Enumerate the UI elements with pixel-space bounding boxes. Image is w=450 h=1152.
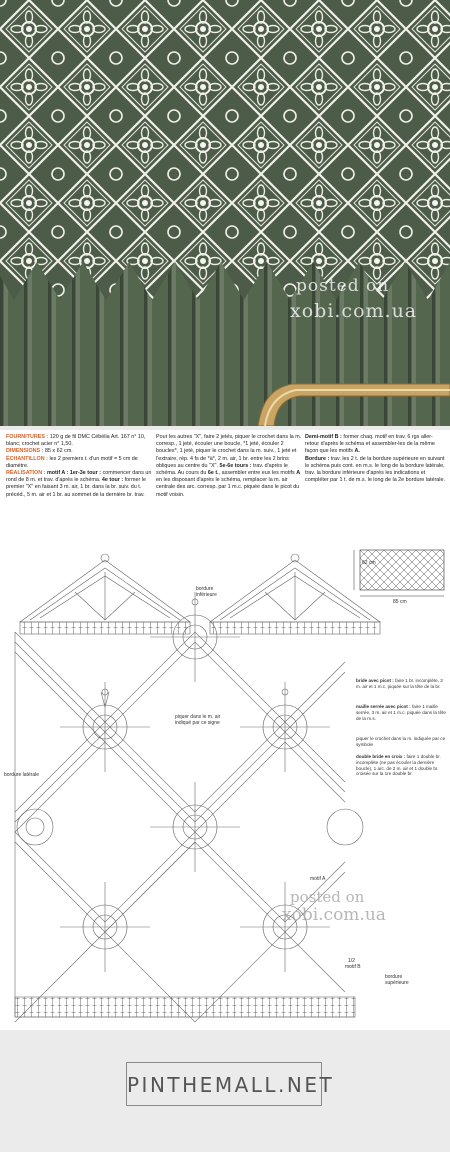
curtain-photo <box>0 0 450 426</box>
tours-1-3-label: 1er-3e tour : <box>69 470 102 477</box>
col3-motif-a: A. <box>354 448 360 455</box>
site-logo[interactable] <box>126 1062 335 1106</box>
instructions-column-2 <box>156 434 302 499</box>
col2-text-a: Pour les autres "X", faire 2 jetés, piquer le crochet dans la m. corresp., 1 jeté, écouler une boucle, *1 jeté, écouler 2 boucles*, 1 jeté, piquer le crochet dans la m. suiv., 1 jeté et l'extraire, rép. 4 fs de *à*, 2 m. air, 1 br. entre les 2 brins obliques au centre du "X". <box>156 434 302 469</box>
legend-text: faire 1 maille serrée, 3 m. air et 1 m.c. piquée dans la tête de la m.s. <box>356 704 446 721</box>
realisation-label: RÉALISATION : <box>6 470 46 477</box>
tours-1-3-text: commencer dans un rond de 8 m. et trav. d'après le schéma. <box>6 470 152 484</box>
col2-text-d: en les disposant d'après le schéma, remplacer la m. air centrale des arc. corresp. par 1 m.c. piquée dans le picot du motif voisin. <box>156 477 300 498</box>
bordure-inferieure-label: bordure inférieure <box>196 586 217 598</box>
bordure-text: trav. les 2 t. de la bordure supérieure en suivant le schéma puis cont. en m.s. le long de la bordure latérale, trav. la bordure inférieure d'après les indications et compléter par 1 t. de m.s. le long de la 2e bordure latérale. <box>305 455 445 484</box>
legend-item-bride-picot <box>356 678 446 690</box>
schematic-height-label: 62 cm <box>362 560 376 566</box>
instructions-column-3 <box>305 434 445 484</box>
crochet-diagram <box>0 542 450 1030</box>
dimensions-label: DIMENSIONS : <box>6 448 44 455</box>
demi-motif-text: former chaq. motif en trav. 6 rgs aller-retour d'après le schéma et assembler-les de la même façon que les motifs <box>305 434 435 455</box>
col2-text-c: , assembler entre eux les motifs <box>218 470 295 477</box>
tours-5-6-label: 5e-6e tours : <box>219 462 252 469</box>
crochet-diagram-drawing <box>0 542 450 1030</box>
tour-4-text: former le premier "X" en faisant 3 m. air, 1 br. dans la br. suiv. du t. précéd., 5 m. air et 1 br. au sommet de la dernière br. trav. <box>6 477 146 498</box>
diagram-watermark-line2: xobi.com.ua <box>282 905 386 925</box>
schematic-rect <box>360 550 444 590</box>
schematic-width-label: 85 cm <box>393 599 407 605</box>
fournitures-label: FOURNITURES : <box>6 434 49 440</box>
legend-text: faire 1 br. incomplète, 3 m. air et 1 m.c. piquée sur la tête de la br. <box>356 678 443 689</box>
legend-title: double bride en croix : <box>356 754 406 759</box>
echantillon-text: les 2 premiers t. d'un motif = 5 cm de diamètre. <box>6 455 138 469</box>
footer <box>0 1030 450 1152</box>
legend-item-double-bride <box>356 754 446 777</box>
diagram-watermark-line1: posted on <box>290 888 365 906</box>
legend-title: maille serrée avec picot : <box>356 704 411 709</box>
motif-b-label: motif B <box>345 964 361 970</box>
legend-item-maille-picot <box>356 704 446 721</box>
fournitures-text: 120 g de fil DMC Cébélia Art. 167 n° 10, blanc; crochet acier n° 1,50. <box>6 434 146 448</box>
bordure-laterale-label: bordure latérale <box>4 772 40 778</box>
legend-text: piquer le crochet dans la m. indiquée par ce symbole <box>356 736 446 747</box>
curtain-photo-image <box>0 0 450 426</box>
echantillon-label: ÉCHANTILLON : <box>6 455 48 462</box>
legend-text: faire 1 double br. incomplète (ne pas écouler la dernière boucle), 1 arc. de 2 m. air et 1 double br. croisée sur la 1re double br. <box>356 754 441 777</box>
bordure-label: Bordure : <box>305 455 330 462</box>
realisation-motif: motif A : <box>46 470 69 477</box>
col2-motif-a: A <box>296 470 301 477</box>
logo-text: PINTHEMALL.NET <box>127 1073 335 1097</box>
bordure-superieure-label: bordure supérieure <box>385 974 409 986</box>
dimensions-text: 85 x 62 cm. <box>44 448 73 455</box>
motifs-diagram <box>15 542 363 1022</box>
instructions <box>0 430 450 542</box>
legend-title: bride avec picot : <box>356 678 394 683</box>
piquer-note: piquer dans le m. air indiqué par ce signe <box>175 714 221 726</box>
tour-6-label: 6e t. <box>207 470 219 477</box>
col2-text-b: trav. d'après le schéma. Au cours du <box>156 462 288 477</box>
photo-watermark-line1: posted on <box>296 276 390 296</box>
tour-4-label: 4e tour : <box>101 477 124 484</box>
motif-a-label: motif A <box>310 876 326 882</box>
half-motif-label: 1/2 <box>348 958 355 964</box>
photo-watermark-line2: xobi.com.ua <box>290 300 418 322</box>
legend-item-piquer <box>356 736 446 748</box>
instructions-column-1 <box>6 434 152 499</box>
demi-motif-label: Demi-motif B : <box>305 434 342 440</box>
